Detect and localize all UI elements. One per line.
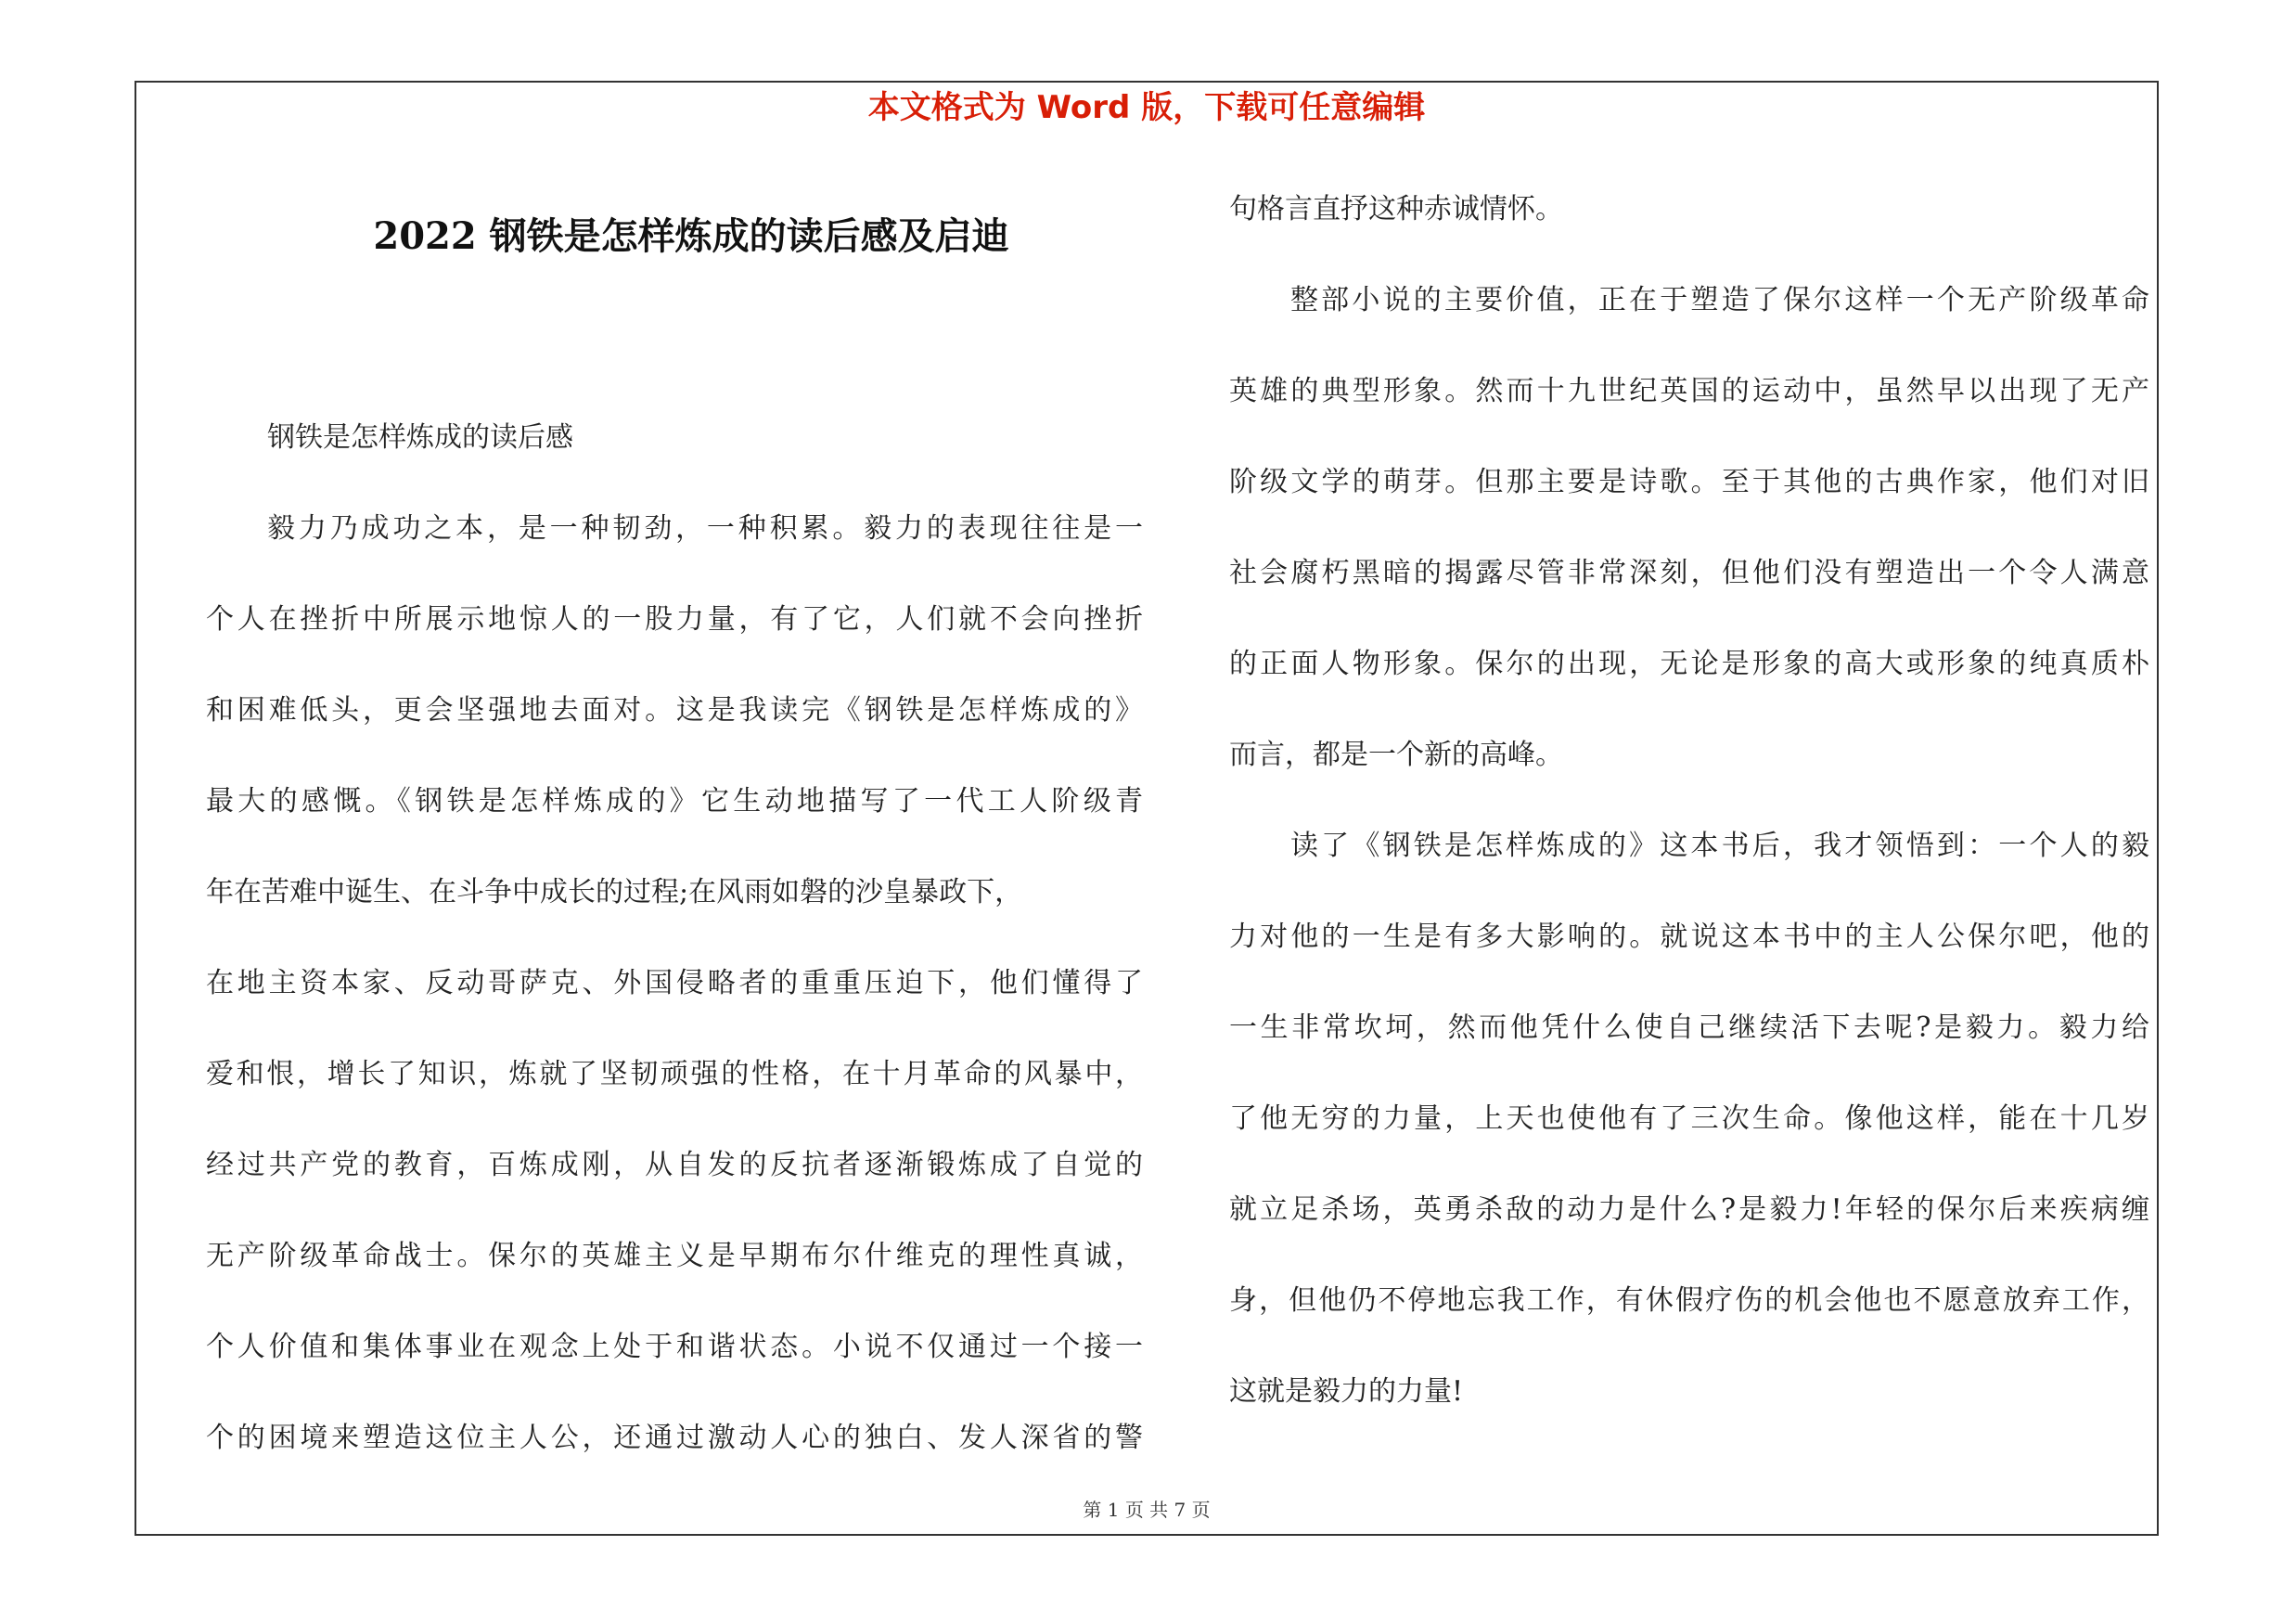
text-line: 在地主资本家、反动哥萨克、外国侵略者的重重压迫下，他们懂得了 bbox=[206, 967, 1143, 999]
document-title: 2022 钢铁是怎样炼成的读后感及启迪 bbox=[373, 214, 1009, 258]
text-line: 钢铁是怎样炼成的读后感 bbox=[267, 421, 573, 454]
text-line: 英雄的典型形象。然而十九世纪英国的运动中，虽然早以出现了无产 bbox=[1229, 375, 2149, 407]
text-line: 整部小说的主要价值，正在于塑造了保尔这样一个无产阶级革命 bbox=[1290, 284, 2149, 316]
text-line: 社会腐朽黑暗的揭露尽管非常深刻，但他们没有塑造出一个令人满意 bbox=[1229, 557, 2149, 589]
text-line: 力对他的一生是有多大影响的。就说这本书中的主人公保尔吧，他的 bbox=[1229, 921, 2149, 953]
text-line: 就立足杀场，英勇杀敌的动力是什么?是毅力!年轻的保尔后来疾病缠 bbox=[1229, 1193, 2149, 1226]
text-line: 和困难低头，更会坚强地去面对。这是我读完《钢铁是怎样炼成的》 bbox=[206, 694, 1143, 727]
text-line: 毅力乃成功之本，是一种韧劲，一种积累。毅力的表现往往是一 bbox=[267, 512, 1143, 545]
text-line: 的正面人物形象。保尔的出现，无论是形象的高大或形象的纯真质朴 bbox=[1229, 648, 2149, 680]
text-line: 这就是毅力的力量! bbox=[1229, 1375, 1464, 1408]
text-line: 无产阶级革命战士。保尔的英雄主义是早期布尔什维克的理性真诚， bbox=[206, 1240, 1143, 1272]
left-column bbox=[206, 410, 1143, 1501]
text-line: 句格言直抒这种赤诚情怀。 bbox=[1229, 193, 1563, 225]
text-line: 一生非常坎坷，然而他凭什么使自己继续活下去呢?是毅力。毅力给 bbox=[1229, 1011, 2149, 1044]
text-line: 经过共产党的教育，百炼成刚，从自发的反抗者逐渐锻炼成了自觉的 bbox=[206, 1149, 1143, 1181]
text-line: 读了《钢铁是怎样炼成的》这本书后，我才领悟到：一个人的毅 bbox=[1290, 830, 2149, 862]
text-line: 个人在挫折中所展示地惊人的一股力量，有了它，人们就不会向挫折 bbox=[206, 603, 1143, 636]
text-line: 最大的感慨。《钢铁是怎样炼成的》它生动地描写了一代工人阶级青 bbox=[206, 785, 1143, 818]
text-line: 阶级文学的萌芽。但那主要是诗歌。至于其他的古典作家，他们对旧 bbox=[1229, 466, 2149, 498]
text-line: 年在苦难中诞生、在斗争中成长的过程;在风雨如磐的沙皇暴政下， bbox=[206, 876, 1023, 908]
text-line: 了他无穷的力量，上天也使他有了三次生命。像他这样，能在十几岁 bbox=[1229, 1102, 2149, 1135]
right-column bbox=[1229, 182, 2149, 1455]
text-line: 爱和恨，增长了知识，炼就了坚韧顽强的性格，在十月革命的风暴中， bbox=[206, 1058, 1143, 1090]
word-format-banner: 本文格式为 Word 版，下载可任意编辑 bbox=[867, 89, 1426, 126]
text-line: 而言，都是一个新的高峰。 bbox=[1229, 739, 1563, 771]
text-line: 个的困境来塑造这位主人公，还通过激动人心的独白、发人深省的警 bbox=[206, 1422, 1143, 1454]
text-line: 身，但他仍不停地忘我工作，有休假疗伤的机会他也不愿意放弃工作， bbox=[1229, 1284, 2149, 1317]
page-footer: 第 1 页 共 7 页 bbox=[1083, 1499, 1211, 1521]
text-line: 个人价值和集体事业在观念上处于和谐状态。小说不仅通过一个接一 bbox=[206, 1331, 1143, 1363]
